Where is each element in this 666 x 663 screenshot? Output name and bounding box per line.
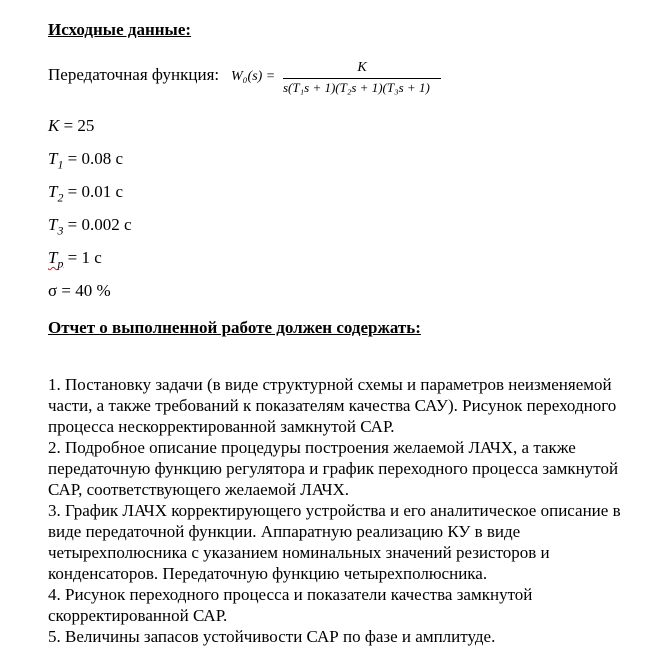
transfer-function-label: Передаточная функция:	[48, 65, 220, 84]
param-sigma-value: = 40 %	[61, 281, 111, 300]
param-t3-name: T	[48, 215, 58, 234]
param-t1-value: = 0.08 с	[67, 149, 124, 168]
param-k-name: K	[48, 116, 60, 135]
param-tp	[48, 248, 102, 271]
param-tp-value: = 1 с	[67, 248, 102, 267]
param-t3-sub: 3	[57, 223, 64, 238]
param-sigma-name: σ	[48, 281, 58, 300]
formula-denominator: s(T₁s + 1)(T₂s + 1)(T₃s + 1)	[283, 80, 430, 95]
list-item: 4. Рисунок переходного процесса и показатели качества замкнутой скорректированной САР.	[48, 585, 533, 625]
formula-numerator: K	[357, 60, 367, 75]
param-tp-sub: р	[57, 256, 64, 271]
param-sigma	[48, 281, 111, 301]
heading-report-contents: Отчет о выполненной работе должен содержать:	[48, 318, 421, 337]
list-item: 2. Подробное описание процедуры построения желаемой ЛАЧХ, а также передаточную функцию регулятора и график переходного процесса замкнутой САР, соответствующего желаемой ЛАЧХ.	[48, 438, 619, 499]
param-t1-name: T	[48, 149, 58, 168]
param-k	[48, 116, 94, 136]
param-t1	[48, 149, 123, 172]
spellcheck-underline	[48, 248, 64, 271]
transfer-function-formula	[231, 60, 441, 100]
param-k-value: = 25	[63, 116, 95, 135]
param-tp-name: T	[48, 248, 58, 267]
param-t3	[48, 215, 132, 238]
param-t2-value: = 0.01 с	[67, 182, 124, 201]
formula-lhs: W₀(s) =	[231, 69, 276, 84]
heading-initial-data: Исходные данные:	[48, 20, 192, 39]
list-item: 3. График ЛАЧХ корректирующего устройства и его аналитическое описание в виде передаточной функции. Аппаратную реализацию КУ в виде четырехполюсника с указанием номинальных значений резисторов и конденсаторов. Передаточную функцию четырехполюсника.	[48, 501, 621, 583]
param-t2	[48, 182, 123, 205]
param-t3-value: = 0.002 с	[67, 215, 132, 234]
param-t1-sub: 1	[57, 157, 64, 172]
list-item: 5. Величины запасов устойчивости САР по фазе и амплитуде.	[48, 627, 496, 646]
fraction-line	[283, 78, 441, 79]
param-t2-name: T	[48, 182, 58, 201]
report-requirements-list	[48, 374, 656, 647]
list-item: 1. Постановку задачи (в виде структурной схемы и параметров неизменяемой части, а также требований к показателям качества САУ). Рисунок переходного процесса нескорректированной замкнутой САР.	[48, 375, 617, 436]
param-t2-sub: 2	[57, 190, 64, 205]
